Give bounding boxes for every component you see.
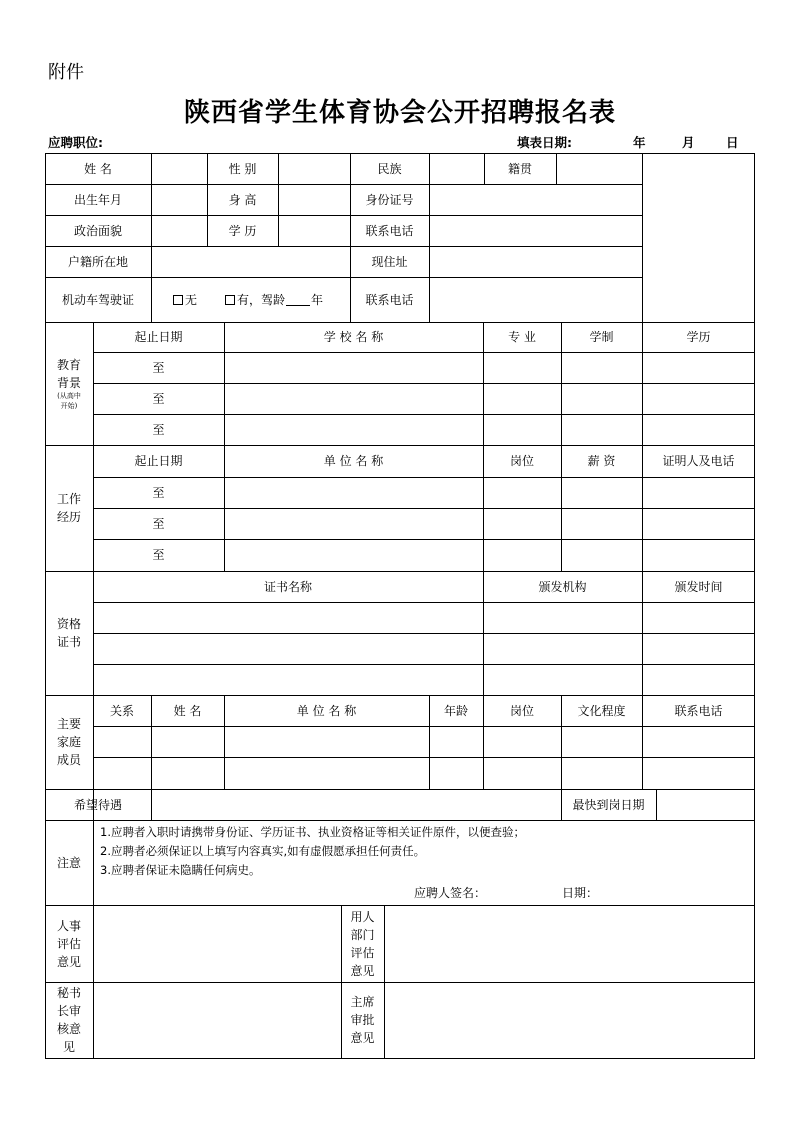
birth-label: 出生年月 [73, 192, 122, 207]
license-label: 机动车驾驶证 [61, 292, 134, 307]
family-label: 主要家庭成员 [57, 717, 82, 767]
family-age-header: 年龄 [443, 703, 468, 718]
checkbox-icon[interactable] [173, 295, 183, 305]
politics-label: 政治面貌 [73, 223, 122, 238]
family-name-header: 姓 名 [173, 703, 202, 718]
work-to-3: 至 [152, 548, 165, 562]
secretary-review-label: 秘书长审核意见 [56, 986, 81, 1054]
edu-to-2: 至 [152, 391, 165, 406]
work-to-2: 至 [152, 516, 165, 531]
education-label: 学 历 [228, 223, 257, 238]
sign-date-label: 日期： [561, 886, 598, 900]
edu-duration-header: 学制 [589, 330, 614, 344]
edu-to-3: 至 [152, 422, 165, 437]
edu-degree-header: 学历 [686, 330, 711, 344]
id-number-label: 身份证号 [365, 192, 414, 207]
page-title: 陕西省学生体育协会公开招聘报名表 [183, 98, 616, 128]
earliest-start-label: 最快到岗日期 [572, 797, 645, 812]
year-label: 年 [633, 135, 646, 150]
dept-review-label: 用人部门评估意见 [350, 909, 375, 978]
height-label: 身 高 [228, 192, 257, 207]
family-phone-header: 联系电话 [674, 703, 723, 718]
fill-date-label: 填表日期: [517, 135, 572, 150]
phone2-label: 联系电话 [365, 292, 414, 307]
checkbox-icon[interactable] [225, 295, 235, 305]
day-label: 日 [726, 135, 739, 150]
work-reference-header: 证明人及电话 [662, 454, 735, 468]
family-education-header: 文化程度 [577, 703, 626, 718]
cert-issuer-header: 颁发机构 [538, 579, 587, 594]
gender-label: 性 别 [228, 161, 257, 176]
cert-label: 资格证书 [57, 617, 82, 649]
edu-to-1: 至 [152, 360, 165, 375]
month-label: 月 [682, 135, 695, 150]
name-label: 姓 名 [84, 161, 112, 176]
address-label: 现住址 [371, 254, 408, 269]
position-label: 应聘职位: [48, 135, 103, 150]
hr-review-label: 人事评估意见 [56, 918, 81, 969]
application-form [45, 153, 755, 1059]
native-place-label: 籍贯 [507, 161, 532, 176]
chair-approval-label: 主席审批意见 [350, 995, 375, 1045]
hukou-label: 户籍所在地 [67, 254, 128, 269]
expected-pay-label: 希望待遇 [73, 797, 122, 812]
license-yes-option[interactable]: 有，驾龄 年 [219, 277, 355, 322]
cert-name-header: 证书名称 [263, 579, 312, 594]
work-company-header: 单 位 名 称 [323, 454, 384, 468]
phone-label: 联系电话 [365, 223, 414, 238]
edu-date-header: 起止日期 [134, 330, 183, 344]
edu-label: 教育背景 [57, 357, 82, 390]
license-none-option[interactable]: 无 [167, 277, 233, 322]
note-item: 2.应聘者必须保证以上填写内容真实,如有虚假愿承担任何责任。 [100, 844, 426, 858]
attachment-label: 附件 [48, 62, 84, 83]
note-item: 3.应聘者保证未隐瞒任何病史。 [100, 863, 261, 877]
cert-time-header: 颁发时间 [674, 579, 723, 594]
license-years-blank[interactable] [286, 294, 310, 306]
work-label: 工作经历 [57, 492, 82, 524]
edu-section [45, 322, 93, 445]
edu-major-header: 专 业 [508, 330, 536, 344]
work-to-1: 至 [152, 485, 165, 500]
work-salary-header: 薪 资 [587, 454, 616, 468]
work-date-header: 起止日期 [134, 454, 183, 468]
applicant-sign-label: 应聘人签名： [413, 886, 486, 900]
ethnicity-label: 民族 [377, 161, 402, 176]
work-post-header: 岗位 [509, 454, 534, 468]
notes-label: 注意 [56, 855, 81, 870]
edu-note: (从高中开始) [57, 391, 81, 410]
family-relation-header: 关系 [109, 703, 134, 718]
family-company-header: 单 位 名 称 [296, 703, 357, 718]
family-post-header: 岗位 [509, 703, 534, 718]
notes-list [100, 823, 525, 880]
note-item: 1.应聘者入职时请携带身份证、学历证书、执业资格证等相关证件原件，以便查验； [100, 825, 525, 839]
edu-school-header: 学 校 名 称 [323, 330, 384, 344]
